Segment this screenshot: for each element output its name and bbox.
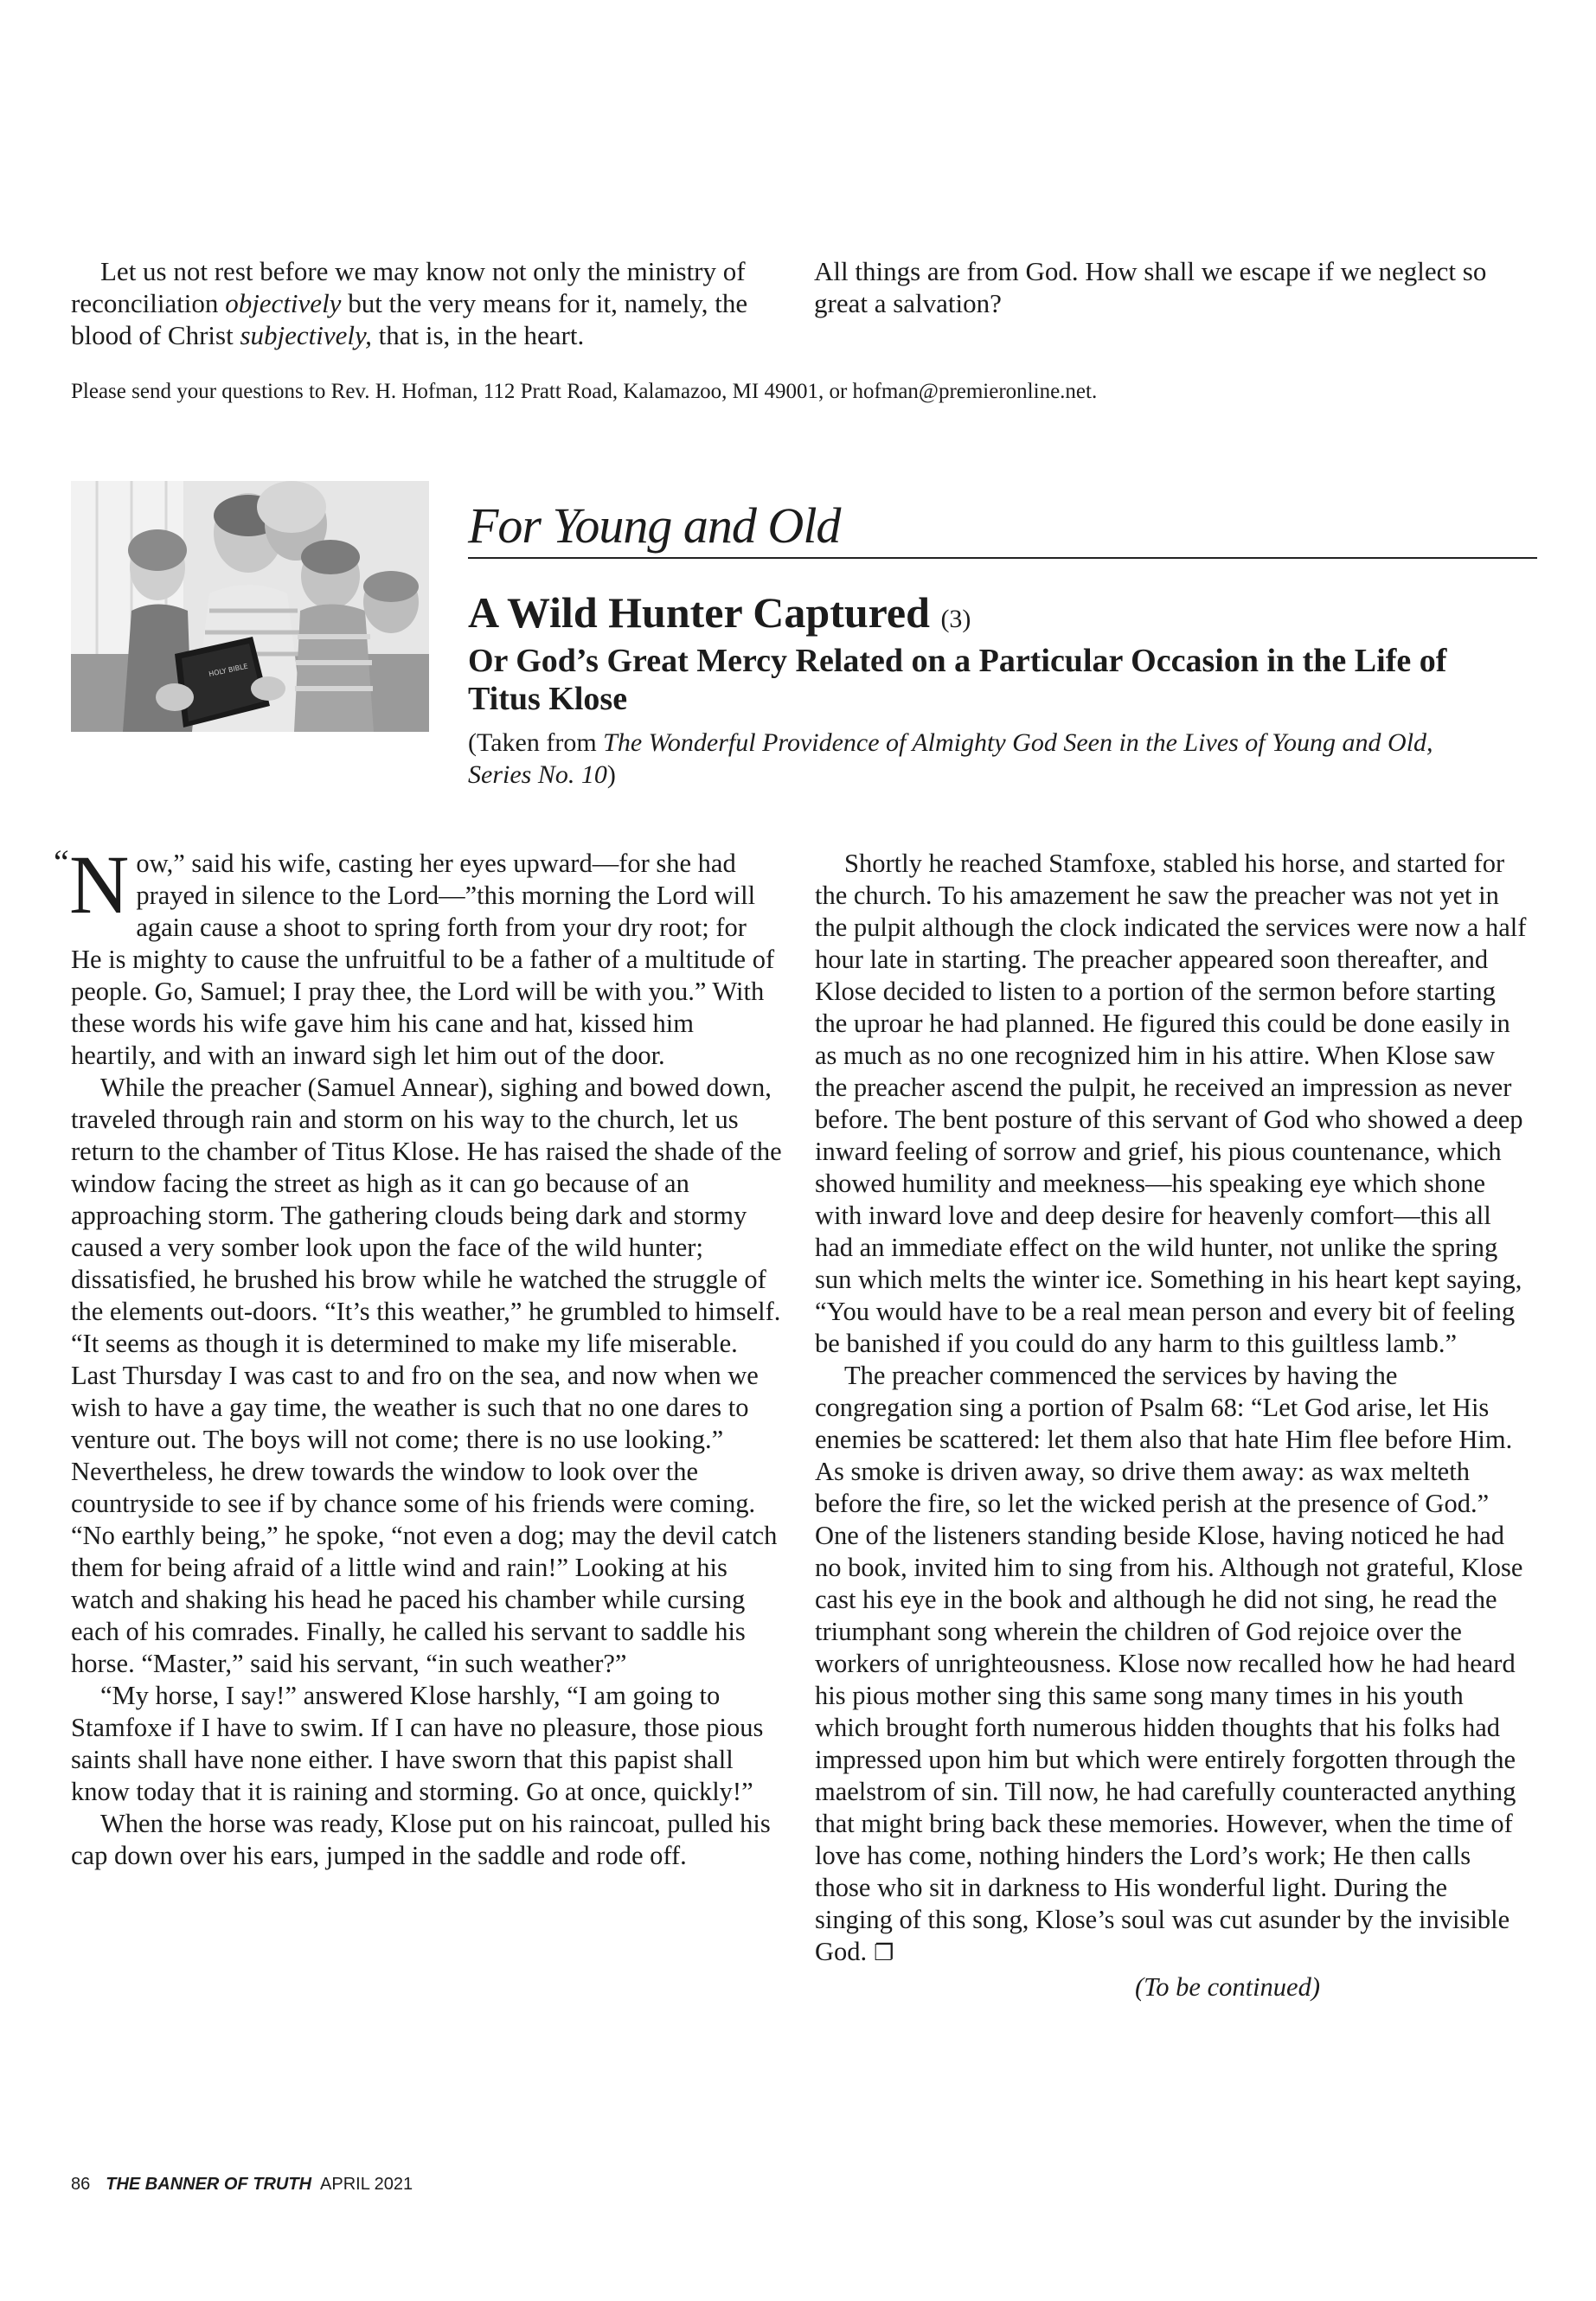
page-footer	[71, 2175, 413, 2195]
previous-article-ending	[71, 255, 1524, 351]
top-right-paragraph: All things are from God. How shall we escape if we neglect so great a salvation?	[814, 256, 1487, 318]
magazine-name: THE BANNER OF TRUTH	[106, 2175, 312, 2194]
paragraph: When the horse was ready, Klose put on his raincoat, pulled his cap down over his ears, jumped in the saddle and rode off.	[71, 1809, 771, 1870]
family-reading-bible-image	[71, 481, 429, 732]
right-column	[815, 848, 1528, 2003]
top-left-paragraph: Let us not rest before we may know not only the ministry of reconciliation objectively but the very means for it, namely, the blood of Christ subjectively, that is, in the heart.	[71, 256, 748, 350]
contact-address: Please send your questions to Rev. H. Hofman, 112 Pratt Road, Kalamazoo, MI 49001, or hofman@premieronline.net.	[71, 380, 1098, 403]
paragraph: “ N ow,” said his wife, casting her eyes upward—for she had prayed in silence to the Lord—”this morning the Lord will again cause a shoot to spring forth from your dry root; for He is mighty to cause the unfruitful to be a father of a multitude of people. Go, Samuel; I pray thee, the Lord will be with you.” With these words his wife gave him his cane and hat, kissed him heartily, and with an inward sigh let him out of the door.	[54, 838, 775, 1070]
part-number: (3)	[940, 605, 971, 633]
left-column	[54, 838, 784, 2003]
end-mark-icon: ❐	[874, 1940, 894, 1966]
page-number: 86	[71, 2175, 91, 2194]
paragraph: “My horse, I say!” answered Klose harshly, “I am going to Stamfoxe if I have to swim. If I can have no pleasure, those pious saints shall have none either. I have sworn that this papist shall know today that it is raining and storming. Go at once, quickly!”	[71, 1681, 764, 1806]
open-quote: “	[54, 843, 69, 881]
article-title: A Wild Hunter Captured (3)	[468, 588, 971, 637]
article-subtitle: Or God’s Great Mercy Related on a Particular Occasion in the Life of Titus Klose	[468, 643, 1447, 717]
top-left-column	[71, 255, 781, 351]
article-body	[54, 838, 1528, 2003]
drop-cap: N	[69, 838, 130, 931]
family-photo	[71, 481, 429, 732]
svg-text:HOLY BIBLE: HOLY BIBLE	[208, 662, 249, 678]
section-title: For Young and Old	[468, 495, 1537, 559]
paragraph: The preacher commenced the services by having the congregation sing a portion of Psalm 68: “Let God arise, let His enemies be scattered: let them also that hate Him flee before Him. As smoke is driven away, so drive them away: as wax melteth before the fire, so let the wicked perish at the presence of God.” One of the listeners standing beside Klose, having noticed he had no book, invited him to sing from his. Although not grateful, Klose cast his eye in the book and although he did not sing, he read the triumphant song wherein the children of God rejoice over the workers of unrighteousness. Klose now recalled how he had heard his pious mother sing this same song many times in his youth which brought forth numerous hidden thoughts that his folks had impressed upon him but which were entirely forgotten through the maelstrom of sin. Till now, he had carefully counteracted anything that might bring back these memories. However, when the time of love has come, nothing hinders the Lord’s work; He then calls those who sit in darkness to His wonderful light. During the singing of this song, Klose’s soul was cut asunder by the invisible God. ❐	[815, 1361, 1523, 1966]
to-be-continued: (To be continued)	[1134, 1972, 1321, 2002]
top-right-column	[814, 255, 1524, 351]
issue-date: APRIL 2021	[320, 2175, 413, 2194]
paragraph: Shortly he reached Stamfoxe, stabled his horse, and started for the church. To his amazement he saw the preacher was not yet in the pulpit although the clock indicated the services were now a half hour late in starting. The preacher appeared soon thereafter, and Klose decided to listen to a portion of the sermon before starting the uproar he had planned. He figured this could be done easily in as much as no one recognized him in his attire. When Klose saw the preacher ascend the pulpit, he received an impression as never before. The bent posture of this servant of God who showed a deep inward feeling of sorrow and grief, his pious countenance, which showed humility and meekness—his speaking eye which shone with inward love and deep desire for heavenly comfort—this all had an immediate effect on the wild hunter, not unlike the spring sun which melts the winter ice. Something in his heart kept saying, “You would have to be a real mean person and every bit of feeling be banished if you could do any harm to this guiltless lamb.”	[815, 849, 1527, 1358]
paragraph: While the preacher (Samuel Annear), sighing and bowed down, traveled through rain and storm on his way to the church, let us return to the chamber of Titus Klose. He has raised the shade of the window facing the street as high as it can go because of an approaching storm. The gathering clouds being dark and stormy caused a very somber look upon the face of the wild hunter; dissatisfied, he brushed his brow while he watched the struggle of the elements out-doors. “It’s this weather,” he grumbled to himself. “It seems as though it is determined to make my life miserable. Last Thursday I was cast to and fro on the sea, and now when we wish to have a gay time, the weather is such that no one dares to venture out. The boys will not come; there is no use looking.” Nevertheless, he drew towards the window to look over the countryside to see if by chance some of his friends were coming. “No earthly being,” he spoke, “not even a dog; may the devil catch them for being afraid of a little wind and rain!” Looking at his watch and shaking his head he paced his chamber while cursing each of his comrades. Finally, he called his servant to saddle his horse. “Master,” said his servant, “in such weather?”	[71, 1073, 782, 1678]
source-note: (Taken from The Wonderful Providence of Almighty God Seen in the Lives of Young and Old, Series No. 10)	[468, 728, 1433, 789]
